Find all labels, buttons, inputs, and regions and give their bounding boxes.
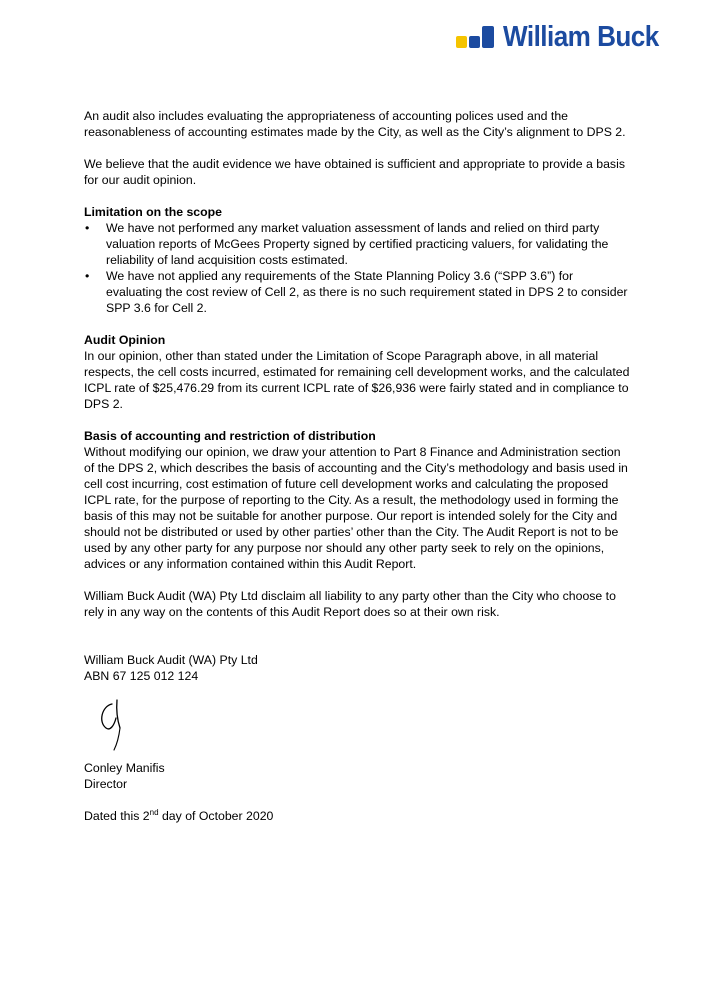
paragraph-audit-evaluation: An audit also includes evaluating the appropriateness of accounting polices used and the reasonableness of accounting estimates made by the City, as well as the City’s alignment to DPS 2. <box>84 109 626 139</box>
limitation-heading: Limitation on the scope <box>84 205 223 219</box>
opinion-heading: Audit Opinion <box>84 333 166 347</box>
list-item <box>84 268 630 316</box>
logo-mark-icon <box>456 26 496 48</box>
dated-prefix: Dated this 2 <box>84 809 150 823</box>
limitation-list <box>84 220 630 316</box>
signatory-title: Director <box>84 777 128 791</box>
opinion-section <box>84 332 630 412</box>
disclaimer-paragraph: William Buck Audit (WA) Pty Ltd disclaim all liability to any party other than the City who choose to rely in any way on the contents of this Audit Report does so at their own risk. <box>84 589 616 619</box>
logo-wordmark: William Buck <box>503 21 659 53</box>
handwritten-signature <box>90 692 630 752</box>
signoff-block <box>84 652 630 792</box>
firm-name: William Buck Audit (WA) Pty Ltd <box>84 653 258 667</box>
basis-heading: Basis of accounting and restriction of distribution <box>84 429 376 443</box>
signatory-name: Conley Manifis <box>84 761 165 775</box>
basis-section <box>84 428 630 572</box>
opinion-body: In our opinion, other than stated under the Limitation of Scope Paragraph above, in all material respects, the cell costs incurred, estimated for remaining cell development works, and the calculated ICPL rate of $25,476.29 from its current ICPL rate of $26,936 were fairly stated and in compliance to DPS 2. <box>84 349 630 411</box>
limitation-section <box>84 204 630 316</box>
abn-number: ABN 67 125 012 124 <box>84 669 199 683</box>
dated-suffix: day of October 2020 <box>158 809 274 823</box>
bullet-icon: • <box>85 269 90 283</box>
paragraph-audit-evidence: We believe that the audit evidence we have obtained is sufficient and appropriate to provide a basis for our audit opinion. <box>84 157 625 187</box>
basis-body: Without modifying our opinion, we draw your attention to Part 8 Finance and Administration section of the DPS 2, which describes the basis of accounting and the City’s methodology and basis used in cell cost incurring, cost estimation of future cell development works and calculating the proposed ICPL rate, for the purpose of reporting to the City. As a result, the methodology used in forming the basis of this may not be suitable for another purpose. Our report is intended solely for the City and should not be distributed or used by other parties’ other than the City. The Audit Report is not to be used by any other party for any purpose nor should any other party seek to rely on the opinions, advices or any information contained within this Audit Report. <box>84 445 628 571</box>
list-item-text: We have not performed any market valuation assessment of lands and relied on third party valuation reports of McGees Property signed by certified practicing valuers, for validating the reliability of land acquisition costs estimated. <box>106 221 609 267</box>
list-item <box>84 220 630 268</box>
list-item-text: We have not applied any requirements of the State Planning Policy 3.6 (“SPP 3.6”) for evaluating the cost review of Cell 2, as there is no such requirement stated in DPS 2 to consider SPP 3.6 for Cell 2. <box>106 269 628 315</box>
dated-ordinal: nd <box>149 807 159 817</box>
report-body <box>84 108 630 824</box>
bullet-icon: • <box>85 221 90 235</box>
dated-line <box>84 808 630 824</box>
william-buck-logo <box>456 20 676 54</box>
